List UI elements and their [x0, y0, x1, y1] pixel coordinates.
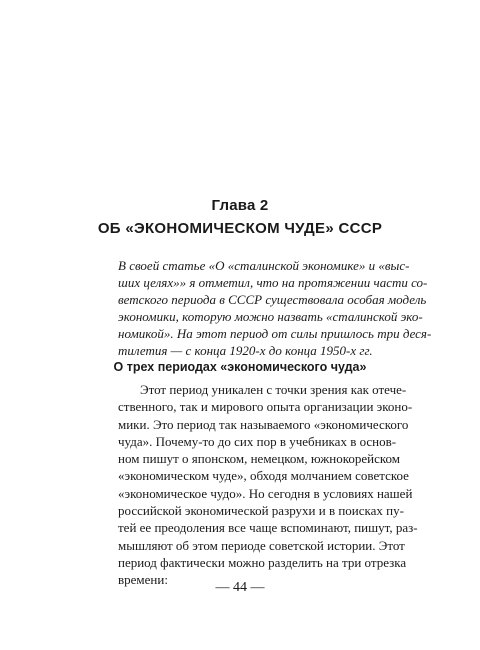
body-line: российской экономической разрухи и в поисках пу- [118, 503, 404, 519]
body-line: Этот период уникален с точки зрения как отече- [140, 382, 407, 397]
body-line: тей ее преодоления все чаще вспоминают, пишут, раз- [118, 520, 418, 536]
body-line: ственного, так и мирового опыта организации эконо- [118, 399, 413, 415]
body-line: ном пишут о японском, немецком, южнокорейском [118, 451, 401, 467]
body-line: мышляют об этом периоде советской истории. Этот [118, 537, 405, 553]
body-line: период фактически можно разделить на три отрезка [118, 554, 407, 570]
section-heading: О трех периодах «экономического чуда» [113, 360, 367, 374]
body-line: «экономическом чуде», обходя молчанием советское [118, 468, 409, 484]
intro-line: экономики, которую можно назвать «сталинской эко- [118, 309, 423, 324]
chapter-intro-paragraph [118, 257, 432, 359]
body-paragraph [118, 381, 418, 589]
body-line: чуда». Почему-то до сих пор в учебниках в основ- [118, 433, 397, 449]
chapter-title: ОБ «ЭКОНОМИЧЕСКОМ ЧУДЕ» СССР [97, 220, 383, 237]
intro-line: тилетия — с конца 1920-х до конца 1950-х гг. [118, 343, 373, 358]
page-number: — 44 — [215, 580, 265, 595]
intro-line: номикой». На этот период от силы пришлось три деся- [118, 326, 432, 341]
intro-line: ветского периода в СССР существовала особая модель [118, 292, 427, 307]
chapter-label: Глава 2 [211, 197, 269, 214]
intro-line: ших целях»» я отметил, что на протяжении части со- [118, 275, 428, 290]
body-line: времени: [118, 572, 168, 588]
intro-line: В своей статье «О «сталинской экономике» и «выс- [118, 258, 410, 273]
body-line: «экономическое чудо». Но сегодня в условиях нашей [118, 485, 413, 501]
body-line: мики. Это период так называемого «экономического [118, 416, 409, 432]
